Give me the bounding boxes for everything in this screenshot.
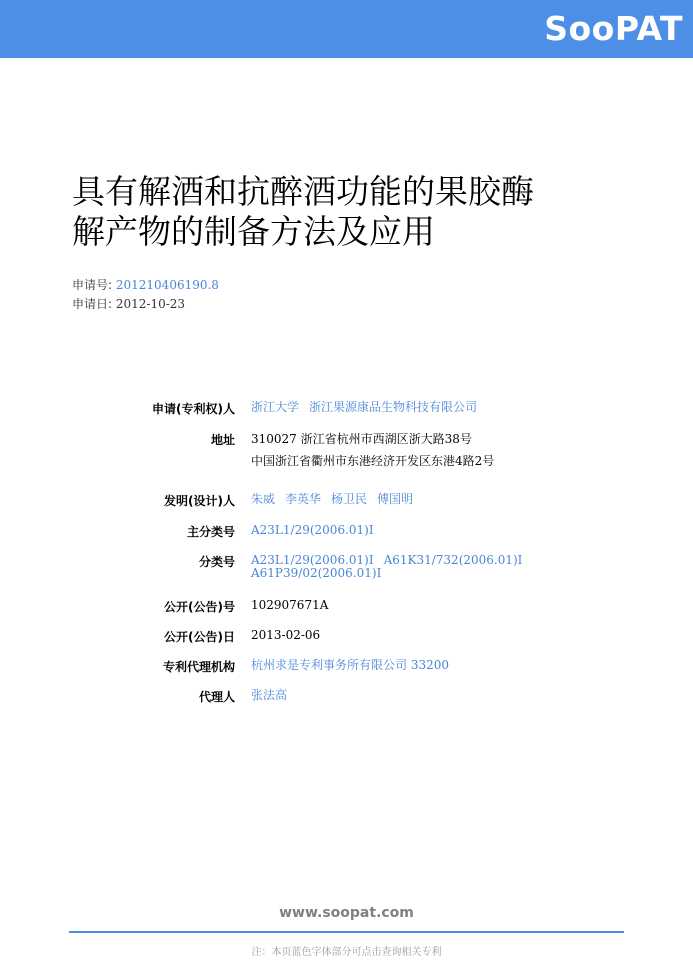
pub-number-label: 公开(公告)号 bbox=[164, 600, 235, 614]
inventor-link-2[interactable]: 李英华 bbox=[285, 492, 322, 506]
agency-link[interactable]: 杭州求是专利事务所有限公司 33200 bbox=[251, 658, 449, 672]
footer-site-link[interactable]: www.soopat.com bbox=[279, 905, 414, 921]
applicant-link-2[interactable]: 浙江果源康品生物科技有限公司 bbox=[309, 400, 478, 414]
class-link-1[interactable]: A23L1/29(2006.01)I bbox=[251, 553, 374, 567]
address-values bbox=[251, 428, 651, 472]
agent-label: 代理人 bbox=[198, 690, 235, 704]
agency-label: 专利代理机构 bbox=[162, 660, 235, 674]
address-label: 地址 bbox=[210, 433, 235, 447]
pub-date-value: 2013-02-06 bbox=[251, 628, 321, 642]
inventors-label: 发明(设计)人 bbox=[164, 494, 235, 508]
title-line-1: 具有解酒和抗醉酒功能的果胶酶 bbox=[72, 172, 534, 211]
application-number-row bbox=[72, 276, 219, 293]
applicant-link-1[interactable]: 浙江大学 bbox=[251, 400, 300, 414]
agent-values bbox=[251, 688, 651, 703]
inventors-values bbox=[251, 492, 651, 507]
soopat-logo[interactable]: SooPAT bbox=[544, 9, 683, 48]
title-line-2: 解产物的制备方法及应用 bbox=[72, 212, 435, 251]
inventor-link-1[interactable]: 朱威 bbox=[251, 492, 276, 506]
main-class-values bbox=[251, 523, 651, 538]
address-line-2: 中国浙江省衢州市东港经济开发区东港4路2号 bbox=[251, 454, 495, 468]
application-number-link[interactable]: 201210406190.8 bbox=[115, 278, 219, 292]
main-class-label: 主分类号 bbox=[186, 525, 235, 539]
classes-values bbox=[251, 554, 651, 580]
footer-divider bbox=[69, 931, 624, 933]
classes-label: 分类号 bbox=[198, 555, 235, 569]
agent-link[interactable]: 张法高 bbox=[251, 688, 288, 702]
pub-date-values bbox=[251, 628, 651, 643]
pub-number-values bbox=[251, 598, 651, 613]
class-link-2[interactable]: A61K31/732(2006.01)I bbox=[383, 553, 523, 567]
header-bar bbox=[0, 0, 693, 58]
application-number-label: 申请号: bbox=[72, 278, 113, 292]
pub-date-label: 公开(公告)日 bbox=[164, 630, 235, 644]
footer-note: 注：本页蓝色字体部分可点击查询相关专利 bbox=[251, 947, 442, 958]
application-date-row bbox=[72, 295, 185, 312]
application-date-label: 申请日: bbox=[72, 297, 113, 311]
agency-values bbox=[251, 658, 651, 673]
applicant-label: 申请(专利权)人 bbox=[152, 402, 235, 416]
address-line-1: 310027 浙江省杭州市西湖区浙大路38号 bbox=[251, 432, 472, 446]
application-date-value: 2012-10-23 bbox=[115, 297, 186, 311]
inventor-link-4[interactable]: 傅国明 bbox=[377, 492, 414, 506]
main-class-link[interactable]: A23L1/29(2006.01)I bbox=[251, 523, 374, 537]
applicant-values bbox=[251, 400, 651, 415]
inventor-link-3[interactable]: 杨卫民 bbox=[331, 492, 368, 506]
class-link-3[interactable]: A61P39/02(2006.01)I bbox=[251, 566, 382, 580]
patent-title bbox=[72, 172, 632, 252]
pub-number-value: 102907671A bbox=[251, 598, 329, 612]
